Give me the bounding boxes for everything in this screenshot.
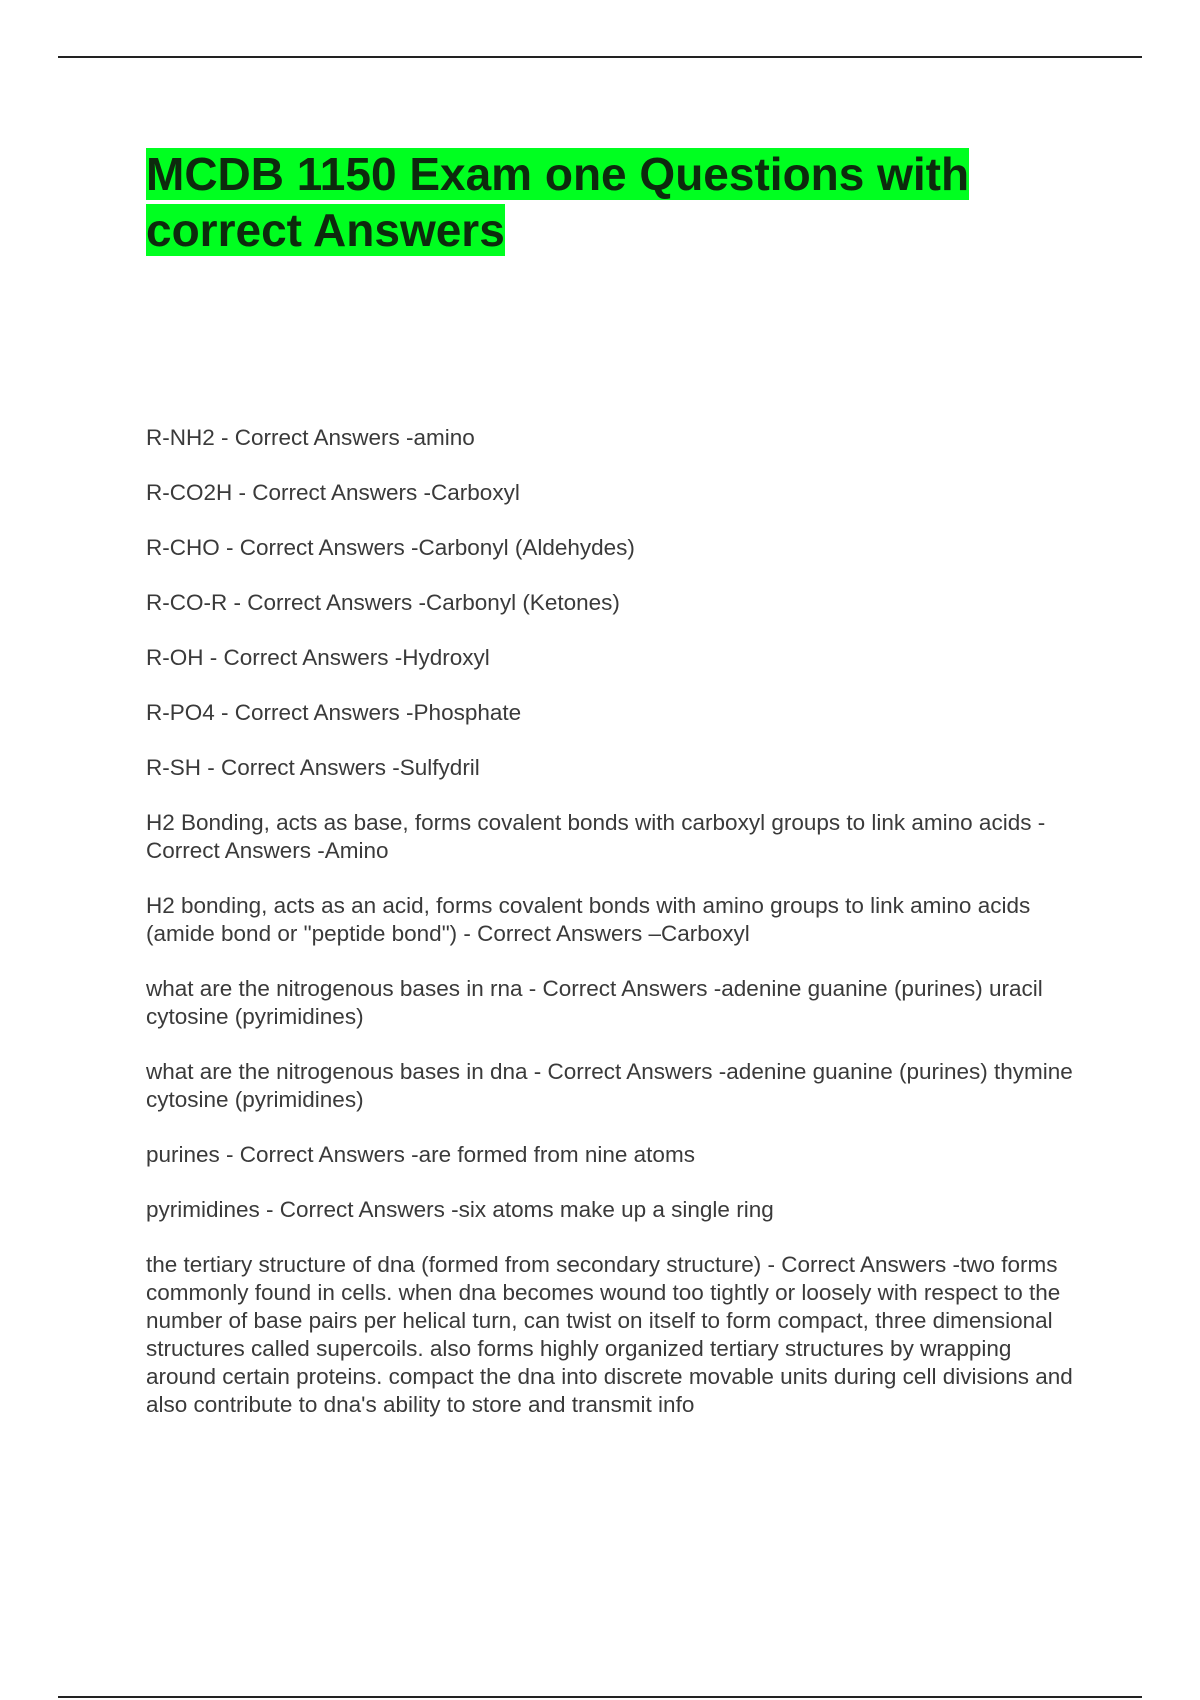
page-title (146, 146, 1046, 258)
qa-item: R-CO-R - Correct Answers -Carbonyl (Ketones) (146, 590, 620, 615)
qa-item: R-PO4 - Correct Answers -Phosphate (146, 700, 522, 725)
qa-item: R-CO2H - Correct Answers -Carboxyl (146, 480, 520, 505)
qa-item: R-NH2 - Correct Answers -amino (146, 425, 475, 450)
qa-item: H2 Bonding, acts as base, forms covalent bonds with carboxyl groups to link amino acids - Correct Answers -Amino (146, 810, 1046, 863)
qa-item: purines - Correct Answers -are formed from nine atoms (146, 1142, 695, 1167)
qa-item: R-OH - Correct Answers -Hydroxyl (146, 645, 490, 670)
title-block (146, 146, 1046, 258)
qa-item: what are the nitrogenous bases in rna - Correct Answers -adenine guanine (purines) uracil cytosine (pyrimidines) (146, 976, 1043, 1029)
page-bottom-rule (58, 1696, 1142, 1698)
qa-item: H2 bonding, acts as an acid, forms covalent bonds with amino groups to link amino acids (amide bond or "peptide bond") - Correct Answers –Carboxyl (146, 893, 1031, 946)
qa-item: what are the nitrogenous bases in dna - Correct Answers -adenine guanine (purines) thymine cytosine (pyrimidines) (146, 1059, 1073, 1112)
qa-list (146, 424, 1086, 1446)
qa-item: pyrimidines - Correct Answers -six atoms make up a single ring (146, 1197, 774, 1222)
page-title-text: MCDB 1150 Exam one Questions with correct Answers (146, 148, 970, 256)
qa-item: the tertiary structure of dna (formed from secondary structure) - Correct Answers -two forms commonly found in cells. when dna becomes wound too tightly or loosely with respect to the number of base pairs per helical turn, can twist on itself to form compact, three dimensional structures called supercoils. also forms highly organized tertiary structures by wrapping around certain proteins. compact the dna into discrete movable units during cell divisions and also contribute to dna's ability to store and transmit info (146, 1252, 1073, 1417)
qa-item: R-SH - Correct Answers -Sulfydril (146, 755, 480, 780)
page-top-rule (58, 56, 1142, 58)
qa-item: R-CHO - Correct Answers -Carbonyl (Aldehydes) (146, 535, 635, 560)
